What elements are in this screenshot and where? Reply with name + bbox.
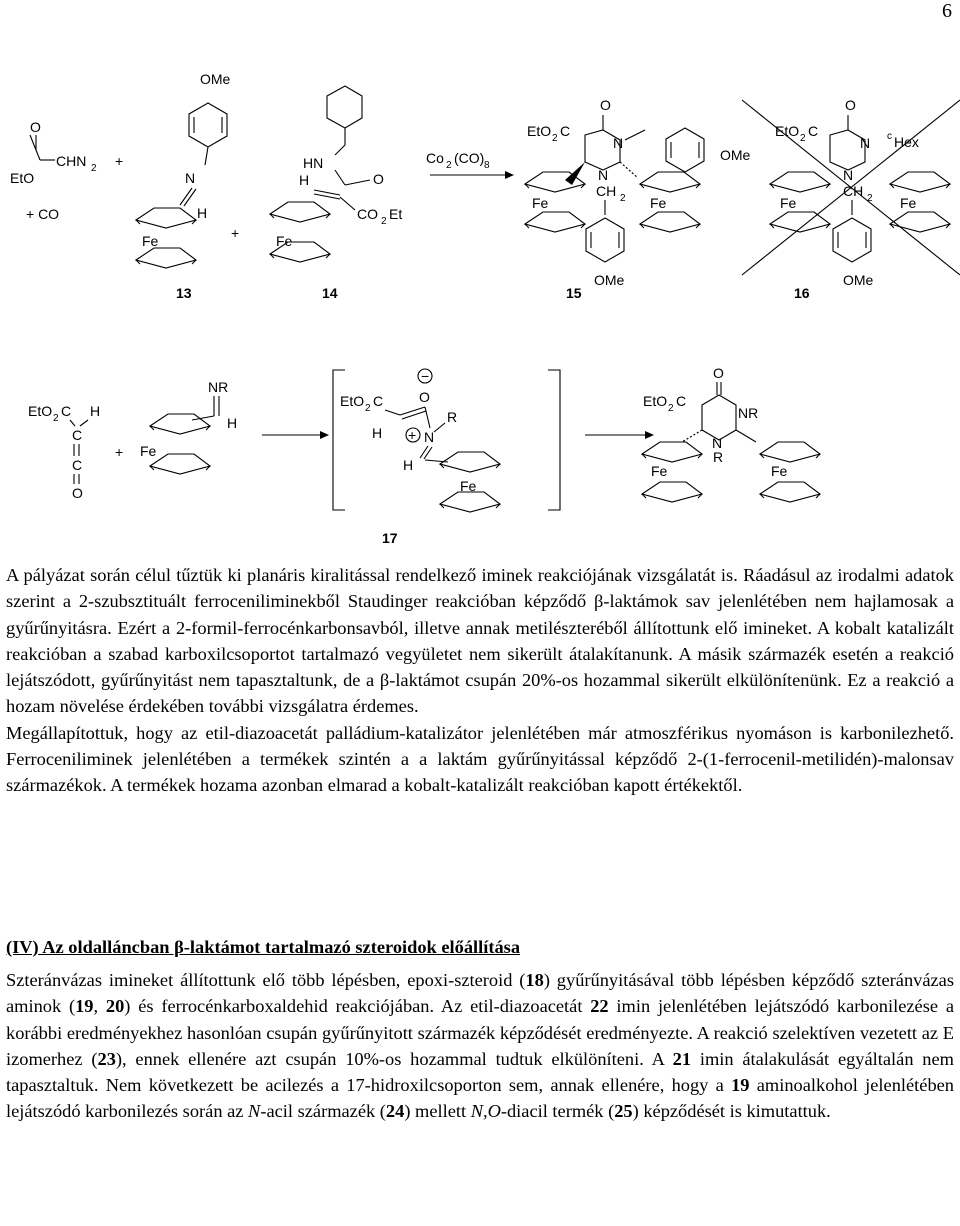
- text-span: -acil származék (: [260, 1101, 386, 1122]
- label-fe-4: Fe: [771, 463, 788, 479]
- label-fe-2: Fe: [276, 233, 293, 249]
- label-c-2: C: [72, 457, 83, 473]
- compound-ref: 21: [672, 1048, 692, 1069]
- label-ome-3: OMe: [594, 272, 625, 288]
- reaction-arrow-1: [426, 150, 514, 179]
- label-eto2c-sub: 2: [53, 413, 59, 424]
- label-plus-2: +: [231, 225, 240, 241]
- label-fe-4: Fe: [650, 195, 667, 211]
- label-fe-5: Fe: [780, 195, 797, 211]
- label-r: R: [447, 409, 458, 425]
- label-h-3: H: [372, 425, 383, 441]
- label-chex: Hex: [894, 134, 919, 150]
- label-r-2: R: [713, 449, 724, 465]
- label-eto2c-2-tail: C: [373, 393, 384, 409]
- compound-15: [525, 97, 751, 301]
- label-eto2c-2-sub: 2: [800, 133, 806, 144]
- label-fe: Fe: [142, 233, 159, 249]
- label-co2et-sub: 2: [381, 216, 387, 227]
- label-eto: EtO: [10, 170, 35, 186]
- text-span: imin átalakulását egyáltalán nem tapasztaltuk. Nem következett be acilezés a 17-hidroxilcsoporton sem, annak ellenére, hogy a: [6, 1048, 954, 1096]
- label-cation: +: [408, 427, 417, 443]
- label-o-3: O: [600, 97, 611, 113]
- label-n-2: N: [613, 135, 624, 151]
- text-span: imin jelenlétében lejátszódó karbonilezése a korábbi eredményekhez hasonlóan csupán gyűrűnyitott származék képződését eredményezte. A reakció szelektíven vezetett az E izomerhez (: [6, 996, 954, 1069]
- label-h: H: [90, 403, 101, 419]
- page-number: 6: [942, 0, 952, 22]
- label-fe: Fe: [140, 443, 157, 459]
- label-o-2: O: [373, 171, 384, 187]
- intermediate-17: [333, 368, 654, 546]
- compound-ref: 23: [97, 1048, 116, 1069]
- ketene-reactant: [28, 403, 123, 501]
- label-plus: +: [115, 153, 124, 169]
- paragraph-2: Megállapítottuk, hogy az etil-diazoacetát palládium-katalizátor jelenlétében már atmoszférikus nyomáson is karbonilezhető. Ferroceniliminek jelenlétében a termékek szintén a a laktám gyűrűnyitással képződő 2-(1-ferrocenil-metilidén)-malonsav származékok. A termékek hozama azonban elmarad a kobalt-katalizált reakcióban kapott értékektől.: [6, 722, 954, 796]
- imine-reactant: [140, 379, 329, 474]
- label-eto2c: EtO: [527, 123, 552, 139]
- compound-number: 14: [322, 285, 338, 301]
- compound-ref: 18: [525, 970, 544, 990]
- label-ome: OMe: [200, 71, 231, 87]
- label-fe-2: Fe: [460, 478, 477, 494]
- label-ch2-2: CH: [843, 183, 864, 199]
- label-h-2: H: [299, 172, 310, 188]
- label-c: C: [72, 427, 83, 443]
- label-fe-3: Fe: [651, 463, 668, 479]
- reaction-scheme-bottom: [0, 310, 960, 560]
- label-n: N: [424, 429, 435, 445]
- label-o-4: O: [845, 97, 856, 113]
- compound-ref: 24: [385, 1101, 405, 1122]
- label-h-4: H: [403, 457, 414, 473]
- label-h: H: [197, 205, 208, 221]
- text-span: ), ennek ellenére azt csupán 10%-os hozammal tudtuk elkülöníteni. A: [115, 1048, 673, 1069]
- label-eto2c-sub: 2: [552, 133, 558, 144]
- compound-ref: 19: [75, 996, 94, 1017]
- label-ch2: CH: [596, 183, 617, 199]
- text-span: ) és ferrocénkarboxaldehid reakciójában. Az etil-diazoacetát: [124, 996, 591, 1017]
- label-n-3: N: [598, 167, 609, 183]
- compound-13: [10, 119, 192, 301]
- label-eto2c: EtO: [28, 403, 53, 419]
- label-chn2-sub: 2: [91, 163, 97, 174]
- label-ome-2: OMe: [720, 147, 751, 163]
- reaction-scheme-top: [0, 0, 960, 310]
- label-n-4: N: [860, 135, 871, 151]
- label-eto2c-3: EtO: [643, 393, 668, 409]
- product-ring: [642, 365, 820, 502]
- label-n: N: [185, 170, 196, 186]
- compound-number: 16: [794, 285, 810, 301]
- label-o-3: O: [713, 365, 724, 381]
- section-body: [6, 967, 954, 1125]
- text-span: aminoalkohol jelenlétében lejátszódó karbonilezés során az: [6, 1075, 955, 1122]
- label-chn2: CHN: [56, 153, 87, 169]
- compound-number: 13: [176, 285, 192, 301]
- text-span: Szteránvázas imineket állítottunk elő több lépésben, epoxi-szteroid (: [6, 970, 526, 990]
- label-plus-co: + CO: [26, 206, 60, 222]
- label-o: O: [72, 485, 83, 501]
- label-n-2: N: [712, 435, 723, 451]
- label-o: O: [30, 119, 41, 135]
- label-eto2c-2: EtO: [340, 393, 365, 409]
- label-eto2c-2: EtO: [775, 123, 800, 139]
- label-eto2c-3-sub: 2: [668, 403, 674, 414]
- label-eto2c-2-tail: C: [808, 123, 819, 139]
- compound-14: [136, 71, 402, 301]
- label-eto2c-tail: C: [61, 403, 72, 419]
- label-eto2c-tail: C: [560, 123, 571, 139]
- label-nr: NR: [208, 379, 229, 395]
- italic-term: N,O: [470, 1101, 501, 1122]
- label-ome-4: OMe: [843, 272, 874, 288]
- intermediate-number: 17: [382, 530, 398, 546]
- compound-ref: 19: [731, 1075, 750, 1096]
- compound-ref: 20: [105, 996, 125, 1017]
- text-span: ) képződését is kimutattuk.: [632, 1101, 831, 1122]
- label-chex-sup: c: [887, 131, 892, 142]
- label-minus: −: [421, 368, 430, 384]
- label-ch2-2-sub: 2: [867, 193, 873, 204]
- paragraph-1: A pályázat során célul tűztük ki planáris kiralitással rendelkező iminek reakciójának vizsgálatát is. Ráadásul az irodalmi adatok szerint a 2-szubsztituált ferroceniliminekből Staudinger reakcióban képződő β-laktámok sav jelenlétében nem hajlamosak a gyűrűnyitásra. Ezért a 2-formil-ferrocénkarbonsavból, illetve annak metilészteréből állítottunk elő imineket. A kobalt katalizált reakcióban a szabad karboxilcsoportot tartalmazó vegyületet nem sikerült átalakítanunk. A másik származék esetén a reakció lejátszódott, gyűrűnyitást nem tapasztaltunk, de a β-laktámot csupán 20%-os hozammal sikerült elkülönítenünk. Ez a reakció a hozam növelése érdekében további vizsgálatra érdemes.: [6, 565, 954, 717]
- text-span: ) gyűrűnyitásával több lépésben képződő szteránvázas aminok (: [6, 970, 954, 1017]
- section-title: (IV) Az oldalláncban β-laktámot tartalmazó szteroidok előállítása: [6, 937, 521, 957]
- text-span: ,: [93, 996, 106, 1017]
- label-ch2-sub: 2: [620, 193, 626, 204]
- label-eto2c-3-tail: C: [676, 393, 687, 409]
- label-co2et-tail: Et: [389, 206, 403, 222]
- label-plus: +: [115, 444, 124, 460]
- text-span: ) mellett: [404, 1101, 471, 1122]
- label-nr-2: NR: [738, 405, 759, 421]
- label-fe-3: Fe: [532, 195, 549, 211]
- italic-term: N: [248, 1101, 261, 1122]
- paragraph-3: [6, 967, 954, 1125]
- label-fe-6: Fe: [900, 195, 917, 211]
- compound-ref: 25: [614, 1101, 633, 1122]
- label-catalyst-sub2: 8: [484, 160, 490, 171]
- label-o-2: O: [419, 389, 430, 405]
- body-text-part-1: [6, 562, 954, 799]
- label-eto2c-2-sub: 2: [365, 403, 371, 414]
- compound-ref: 22: [590, 996, 609, 1017]
- text-span: -diacil termék (: [500, 1101, 615, 1122]
- compound-number: 15: [566, 285, 582, 301]
- label-h-2: H: [227, 415, 238, 431]
- label-catalyst-sub: 2: [446, 160, 452, 171]
- label-catalyst-mid: (CO): [454, 150, 485, 166]
- compound-16: [742, 97, 960, 301]
- label-co2et: CO: [357, 206, 378, 222]
- label-hn: HN: [303, 155, 324, 171]
- label-n-5: N: [843, 167, 854, 183]
- label-catalyst: Co: [426, 150, 444, 166]
